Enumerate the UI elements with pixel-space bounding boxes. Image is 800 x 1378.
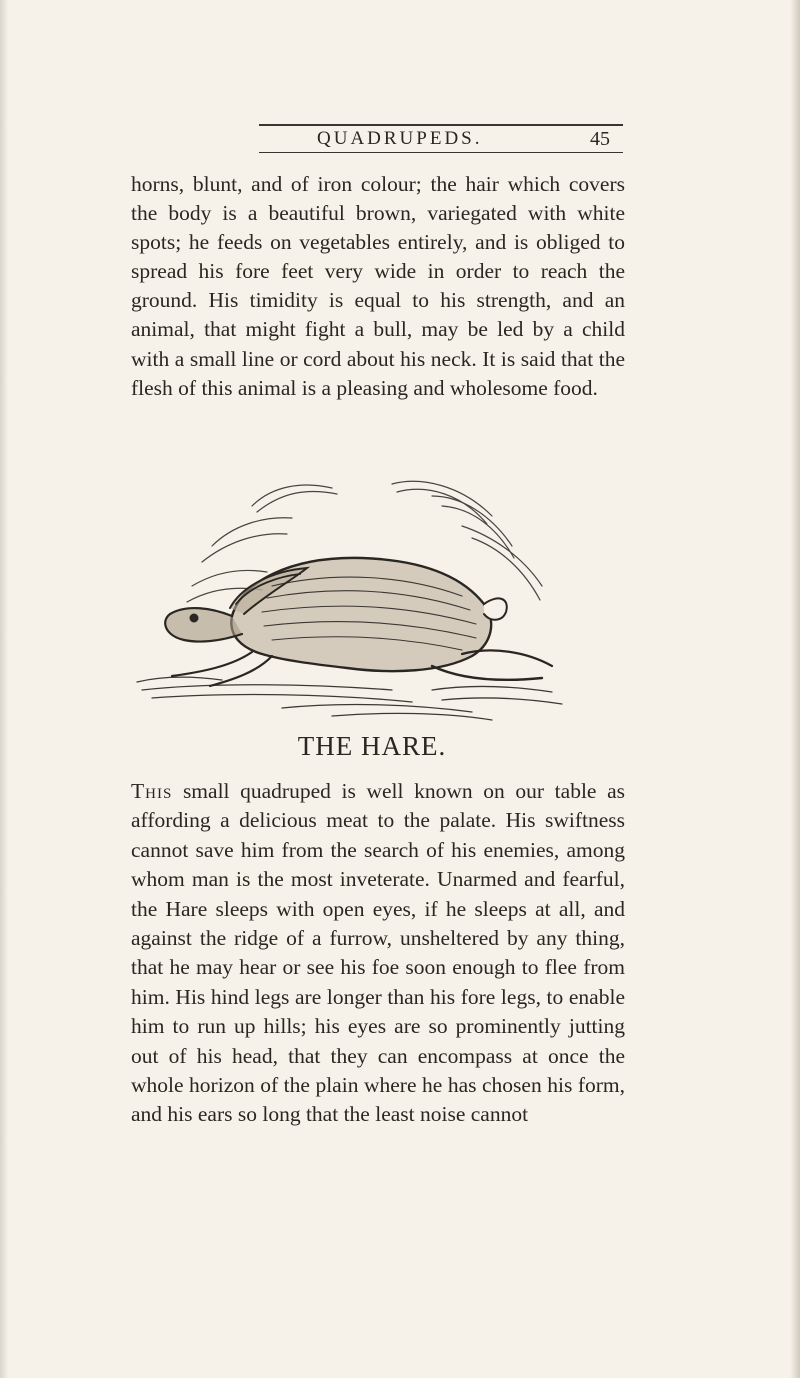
paragraph-hare-text: small quadruped is well known on our table as affording a delicious meat to the palate. His swiftness cannot save him from the search of his enemies, among whom man is the most inveterate. Unarmed and fearful, the Hare sleeps with open eyes, if he sleeps at all, and against the ridge of a furrow, unsheltered by any thing, that he may hear or see his foe soon enough to flee from him. His hind legs are longer than his fore legs, to enable him to run up hills; his eyes are so prominently jutting out of his head, that they can encompass at once the whole horizon of the plain where he has chosen his form, and his ears so long that the least noise cannot: [131, 779, 625, 1127]
running-head: [0, 128, 800, 152]
illustration-caption: THE HARE.: [297, 731, 447, 761]
header-rule-bottom: [259, 152, 623, 153]
header-rule-top: [259, 124, 623, 126]
page-edge-right: [790, 0, 800, 1378]
running-head-title: QUADRUPEDS.: [317, 128, 483, 149]
hare-illustration: [132, 476, 574, 722]
paragraph-hare: [131, 777, 625, 1130]
paragraph-lead-word: This: [131, 779, 173, 803]
page-edge-left: [0, 0, 8, 1378]
page-number: 45: [590, 128, 610, 150]
hare-engraving-icon: [132, 476, 574, 722]
paragraph-continued: horns, blunt, and of iron colour; the hair which covers the body is a beautiful brown, variegated with white spots; he feeds on vegetables entirely, and is obliged to spread his fore feet very wide in order to reach the ground. His timidity is equal to his strength, and an animal, that might fight a bull, may be led by a child with a small line or cord about his neck. It is said that the flesh of this animal is a pleasing and wholesome food.: [131, 172, 625, 400]
